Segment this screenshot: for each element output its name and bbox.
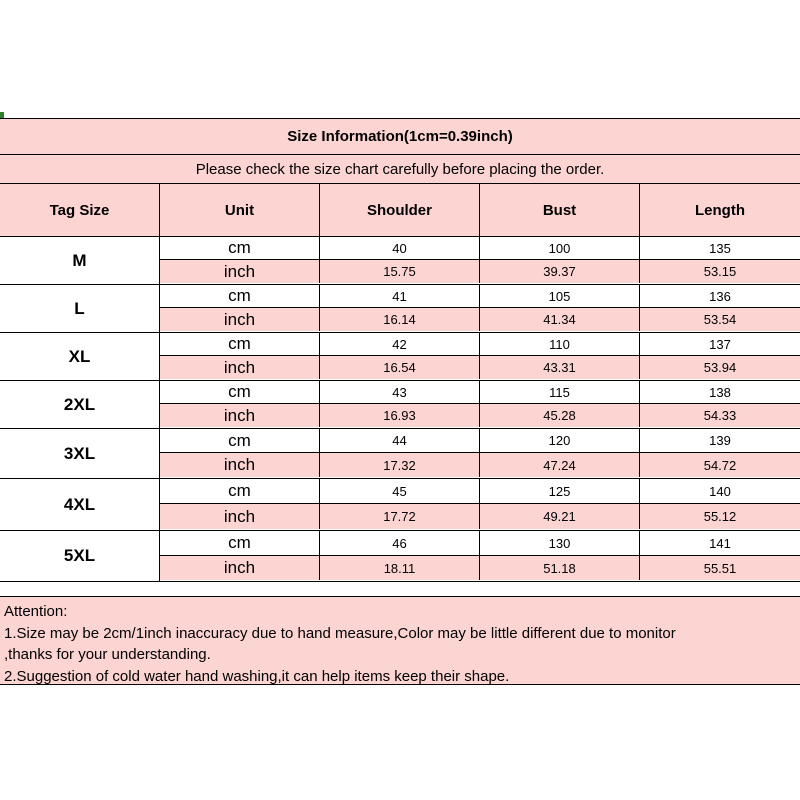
size-group [0,237,800,285]
chart-notice: Please check the size chart carefully before placing the order. [0,155,800,184]
chart-title: Size Information(1cm=0.39inch) [0,119,800,155]
table-row-cm [160,333,800,356]
tag-size-cell: 4XL [0,479,160,530]
tag-size-cell: XL [0,333,160,380]
bust-cell: 39.37 [480,260,640,283]
header-bust: Bust [480,184,640,236]
table-row-inch [160,356,800,379]
length-cell: 53.94 [703,360,737,375]
tag-size-cell: 2XL [0,381,160,428]
bust-cell: 110 [480,333,640,355]
length-cell: 139 [709,433,731,448]
attention-section [0,596,800,684]
shoulder-cell: 46 [320,531,480,555]
unit-cell: cm [160,285,320,307]
table-row-inch [160,504,800,529]
table-row-inch [160,308,800,331]
unit-cell: inch [160,260,320,283]
length-cell: 138 [709,384,731,400]
attention-line: 2.Suggestion of cold water hand washing,it can help items keep their shape. [4,667,510,685]
unit-cell: inch [160,308,320,331]
table-row-cm [160,429,800,453]
unit-cell: cm [160,479,320,503]
tag-size-cell: M [0,237,160,284]
bust-cell: 130 [480,531,640,555]
length-cell: 137 [709,336,731,352]
length-cell: 53.54 [703,312,737,327]
header-tag-size: Tag Size [0,184,160,236]
bust-cell: 115 [480,381,640,403]
size-chart [0,118,800,685]
shoulder-cell: 17.72 [320,504,480,529]
shoulder-cell: 41 [320,285,480,307]
header-length: Length [695,201,745,219]
bust-cell: 105 [480,285,640,307]
table-row-cm [160,531,800,556]
shoulder-cell: 43 [320,381,480,403]
table-row-inch [160,453,800,477]
table-row-inch [160,556,800,580]
size-group [0,381,800,429]
bust-cell: 51.18 [480,556,640,580]
length-cell: 54.33 [703,408,737,423]
table-row-cm [160,237,800,260]
bust-cell: 43.31 [480,356,640,379]
shoulder-cell: 42 [320,333,480,355]
tag-size-cell: 5XL [0,531,160,581]
unit-cell: cm [160,429,320,452]
bust-cell: 125 [480,479,640,503]
size-group [0,479,800,531]
table-row-cm [160,285,800,308]
unit-cell: cm [160,333,320,355]
unit-cell: inch [160,504,320,529]
unit-cell: cm [160,237,320,259]
shoulder-cell: 45 [320,479,480,503]
header-unit: Unit [160,184,320,236]
table-header [0,184,800,237]
tag-size-cell: 3XL [0,429,160,478]
bust-cell: 41.34 [480,308,640,331]
length-cell: 54.72 [703,457,737,473]
attention-heading: Attention: [4,603,68,620]
shoulder-cell: 16.93 [320,404,480,427]
size-group [0,285,800,333]
attention-line: 1.Size may be 2cm/1inch inaccuracy due to hand measure,Color may be little different due to monitor [4,624,676,642]
bust-cell: 49.21 [480,504,640,529]
shoulder-cell: 16.14 [320,308,480,331]
unit-cell: inch [160,404,320,427]
table-row-inch [160,260,800,283]
length-cell: 135 [709,240,731,256]
unit-cell: inch [160,453,320,477]
size-group [0,531,800,582]
header-shoulder: Shoulder [320,184,480,236]
shoulder-cell: 40 [320,237,480,259]
shoulder-cell: 18.11 [320,556,480,580]
table-body [0,237,800,582]
bust-cell: 45.28 [480,404,640,427]
table-row-cm [160,479,800,504]
attention-line: ,thanks for your understanding. [4,646,211,663]
bust-cell: 47.24 [480,453,640,477]
length-cell: 141 [709,535,731,551]
length-cell: 55.51 [703,560,737,576]
unit-cell: inch [160,356,320,379]
unit-cell: cm [160,531,320,555]
size-group [0,429,800,479]
tag-size-cell: L [0,285,160,332]
size-group [0,333,800,381]
bust-cell: 100 [480,237,640,259]
table-row-inch [160,404,800,427]
shoulder-cell: 44 [320,429,480,452]
length-cell: 55.12 [703,509,737,524]
table-row-cm [160,381,800,404]
bust-cell: 120 [480,429,640,452]
length-cell: 136 [709,288,731,304]
length-cell: 140 [709,483,731,499]
unit-cell: cm [160,381,320,403]
unit-cell: inch [160,556,320,580]
shoulder-cell: 16.54 [320,356,480,379]
length-cell: 53.15 [703,264,737,279]
shoulder-cell: 17.32 [320,453,480,477]
shoulder-cell: 15.75 [320,260,480,283]
